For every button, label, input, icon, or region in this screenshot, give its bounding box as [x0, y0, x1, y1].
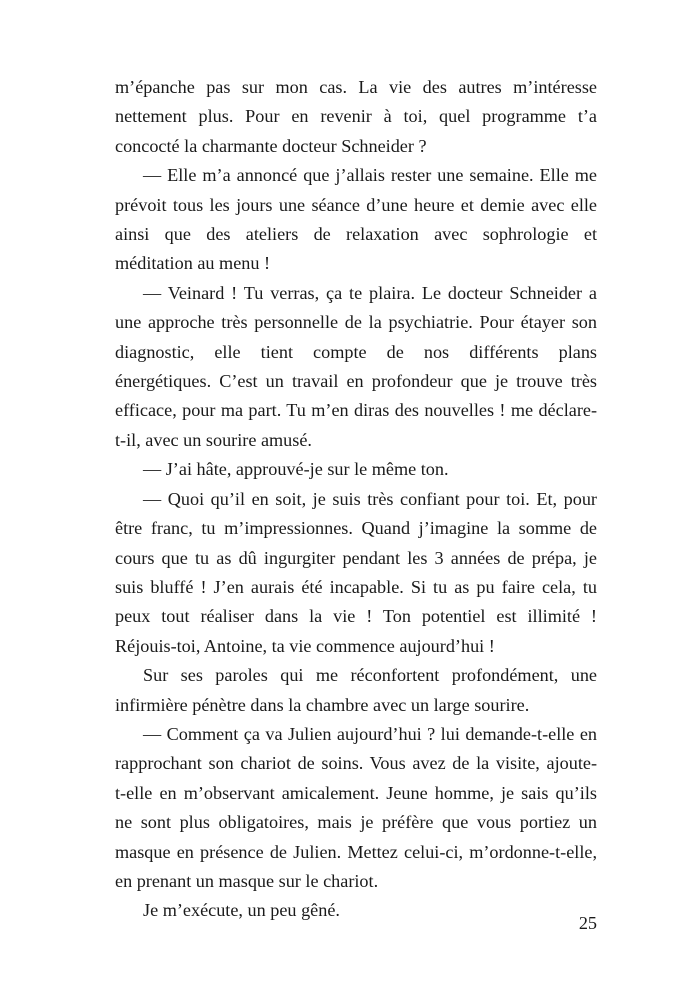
text-line: rapprochant son chariot de soins. Vous avez de la visite, ajoute-: [115, 753, 597, 774]
text-line: méditation au menu !: [115, 253, 271, 274]
text-line: cours que tu as dû ingurgiter pendant les 3 années de prépa, je: [115, 547, 597, 568]
paragraph: [115, 73, 597, 161]
paragraph: [115, 485, 597, 661]
text-line: — Elle m’a annoncé que j’allais rester une semaine. Elle me: [143, 165, 597, 186]
text-line: ne sont plus obligatoires, mais je préfère que vous portiez un: [115, 812, 597, 833]
text-line: nettement plus. Pour en revenir à toi, quel programme t’a: [115, 106, 597, 127]
text-line: masque en présence de Julien. Mettez celui-ci, m’ordonne-t-elle,: [115, 841, 597, 862]
text-line: ainsi que des ateliers de relaxation avec sophrologie et: [115, 224, 597, 245]
text-line: Réjouis-toi, Antoine, ta vie commence aujourd’hui !: [115, 635, 495, 656]
paragraph: [115, 279, 597, 455]
paragraph: [115, 661, 597, 720]
text-line: prévoit tous les jours une séance d’une heure et demie avec elle: [115, 194, 597, 215]
text-line: m’épanche pas sur mon cas. La vie des autres m’intéresse: [115, 77, 597, 97]
paragraph: [115, 161, 597, 279]
text-line: — Comment ça va Julien aujourd’hui ? lui demande-t-elle en: [143, 723, 597, 744]
text-line: t-elle en m’observant amicalement. Jeune homme, je sais qu’ils: [115, 782, 597, 803]
page-body-text: [115, 73, 597, 926]
page-number: 25: [578, 913, 597, 933]
text-line: infirmière pénètre dans la chambre avec un large sourire.: [115, 694, 530, 715]
paragraph: [115, 720, 597, 896]
text-line: suis bluffé ! J’en aurais été incapable. Si tu as pu faire cela, tu: [115, 576, 597, 597]
text-line: diagnostic, elle tient compte de nos différents plans: [115, 341, 597, 362]
text-line: Sur ses paroles qui me réconfortent profondément, une: [143, 665, 597, 686]
text-line: — Quoi qu’il en soit, je suis très confiant pour toi. Et, pour: [143, 488, 597, 509]
text-line: être franc, tu m’impressionnes. Quand j’imagine la somme de: [115, 518, 597, 539]
paragraph: [115, 896, 597, 925]
text-line: énergétiques. C’est un travail en profondeur que je trouve très: [115, 371, 597, 392]
text-line: une approche très personnelle de la psychiatrie. Pour étayer son: [115, 312, 597, 333]
text-line: Je m’exécute, un peu gêné.: [143, 900, 340, 921]
text-line: t-il, avec un sourire amusé.: [115, 429, 312, 450]
text-line: — Veinard ! Tu verras, ça te plaira. Le docteur Schneider a: [143, 282, 597, 303]
text-line: efficace, pour ma part. Tu m’en diras des nouvelles ! me déclare-: [115, 400, 597, 421]
text-line: — J’ai hâte, approuvé-je sur le même ton.: [143, 459, 449, 480]
text-line: en prenant un masque sur le chariot.: [115, 870, 379, 891]
text-line: peux tout réaliser dans la vie ! Ton potentiel est illimité !: [115, 606, 597, 627]
paragraph: [115, 455, 597, 484]
text-line: concocté la charmante docteur Schneider ?: [115, 135, 427, 156]
